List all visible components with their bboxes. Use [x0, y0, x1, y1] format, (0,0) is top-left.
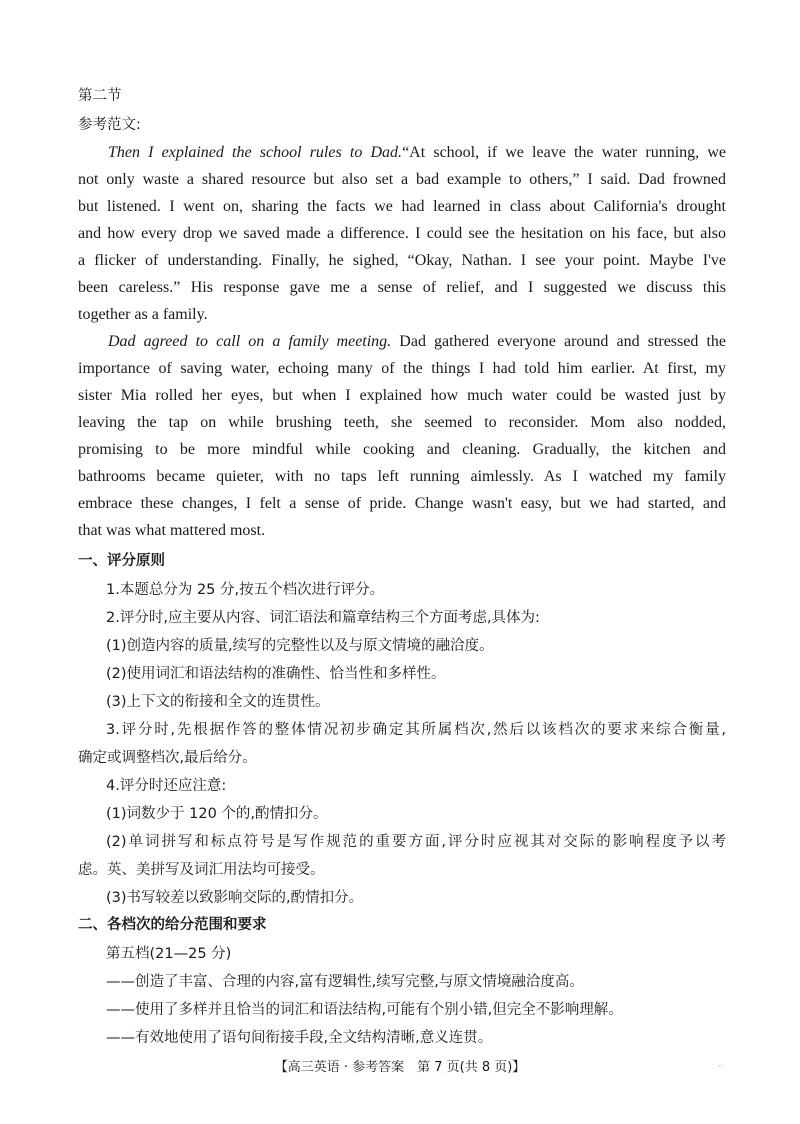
essay-p1-line-1 — [78, 143, 726, 163]
essay-p2-line-8: that was what mattered most. — [78, 522, 266, 539]
essay-p2-line-5: promising to be more mindful while cooking and cleaning. Gradually, the kitchen and — [78, 441, 726, 458]
principle-item-2-sub-2: (2)使用词汇和语法结构的准确性、恰当性和多样性。 — [106, 666, 446, 682]
level-5-requirement-3: ——有效地使用了语句间衔接手段,全文结构清晰,意义连贯。 — [106, 1030, 493, 1046]
level-5-title: 第五档(21—25 分) — [106, 946, 232, 962]
principle-item-3-line-2: 确定或调整档次,最后给分。 — [78, 750, 257, 766]
principles-heading: 一、评分原则 — [78, 553, 165, 569]
essay-p1-line-5: a flicker of understanding. Finally, he sighed, “Okay, Nathan. I see your point. Maybe I've — [78, 252, 726, 269]
level-5-requirement-2: ——使用了多样并且恰当的词汇和语法结构,可能有个别小错,但完全不影响理解。 — [106, 1002, 623, 1018]
essay-p2-line-1 — [78, 332, 726, 352]
essay-p2-line-4: leaving the tap on while brushing teeth, she seemed to reconsider. Mom also nodded, — [78, 414, 726, 431]
essay-p1-line-2: not only waste a shared resource but also set a bad example to others,” I said. Dad frowned — [78, 171, 726, 188]
section-title: 第二节 — [78, 88, 122, 104]
essay-p2-line-2: importance of saving water, echoing many of the things I had told him earlier. At first, my — [78, 360, 726, 377]
essay-p1-line-4: and how every drop we saved made a difference. I could see the hesitation on his face, but also — [78, 225, 726, 242]
sample-essay-label: 参考范文: — [78, 117, 141, 133]
essay-p2-line-6: bathrooms became quieter, with no taps left running aimlessly. As I watched my family — [78, 468, 726, 485]
essay-p2-line-3: sister Mia rolled her eyes, but when I explained how much water could be wasted just by — [78, 387, 726, 404]
essay-p1-lead-sentence: Then I explained the school rules to Dad. — [108, 144, 403, 161]
principle-item-4: 4.评分时还应注意: — [106, 778, 227, 794]
essay-p2-lead-sentence: Dad agreed to call on a family meeting. — [108, 333, 392, 350]
corner-mark: ·· — [718, 1062, 724, 1071]
essay-p2-line-1-rest: Dad gathered everyone around and stressed the — [391, 333, 726, 350]
principle-item-3-line-1: 3.评分时,先根据作答的整体情况初步确定其所属档次,然后以该档次的要求来综合衡量, — [106, 722, 726, 738]
levels-heading: 二、各档次的给分范围和要求 — [78, 917, 267, 933]
principle-item-2-sub-3: (3)上下文的衔接和全文的连贯性。 — [106, 694, 330, 710]
essay-p2-line-7: embrace these changes, I felt a sense of pride. Change wasn't easy, but we had started, and — [78, 495, 726, 512]
page-footer: 【高三英语 · 参考答案 第 7 页(共 8 页)】 — [274, 1060, 526, 1075]
principle-item-4-sub-3: (3)书写较差以致影响交际的,酌情扣分。 — [106, 890, 364, 906]
essay-p1-line-3: but listened. I went on, sharing the facts we had learned in class about California's drought — [78, 198, 726, 215]
essay-p1-line-6: been careless.” His response gave me a sense of relief, and I suggested we discuss this — [78, 279, 726, 296]
essay-p1-line-1-rest: “At school, if we leave the water running, we — [402, 144, 726, 161]
principle-item-1: 1.本题总分为 25 分,按五个档次进行评分。 — [106, 582, 385, 598]
principle-item-4-sub-1: (1)词数少于 120 个的,酌情扣分。 — [106, 806, 328, 822]
principle-item-4-sub-2-line-1: (2)单词拼写和标点符号是写作规范的重要方面,评分时应视其对交际的影响程度予以考 — [106, 834, 726, 850]
principle-item-4-sub-2-line-2: 虑。英、美拼写及词汇用法均可接受。 — [78, 862, 325, 878]
essay-p1-line-7: together as a family. — [78, 306, 208, 323]
principle-item-2-sub-1: (1)创造内容的质量,续写的完整性以及与原文情境的融洽度。 — [106, 638, 494, 654]
level-5-requirement-1: ——创造了丰富、合理的内容,富有逻辑性,续写完整,与原文情境融洽度高。 — [106, 974, 584, 990]
principle-item-2: 2.评分时,应主要从内容、词汇语法和篇章结构三个方面考虑,具体为: — [106, 610, 540, 626]
